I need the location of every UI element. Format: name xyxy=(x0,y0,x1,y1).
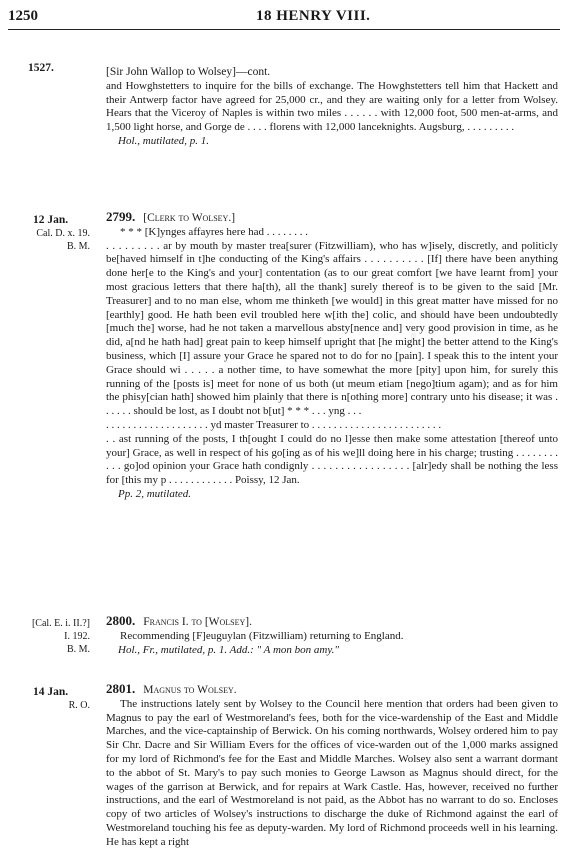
entry-2800-heading: Francis I. to [Wolsey]. xyxy=(143,616,253,628)
entry-2800 xyxy=(106,614,558,657)
entry-2799-note: Pp. 2, mutilated. xyxy=(118,487,192,500)
entry-2799 xyxy=(106,210,558,502)
entry-2799-ref: Cal. D. x. 19. xyxy=(36,228,90,239)
entry-2799-line-3: . . . . . . . . . . . . . . . . . . . yd master Treasurer to . . . . . . . . . . . . . . . . . . . . . . . . xyxy=(106,418,442,431)
page-number: 1250 xyxy=(8,8,38,24)
entry-2799-repo: B. M. xyxy=(66,241,90,252)
entry-2801-number: 2801. xyxy=(106,681,136,696)
cont-text: and Howghstetters to inquire for the bills of exchange. The Howghstetters tell him that Hackett and their Antwerp factor have agreed for 25,000 cr., and they are waiting only for a letter from Wolsey. Hears that the Viceroy of Naples is within two miles . . . . . . with 12,000 foot, 500 men-at-arms, and 1,500 light horse, and Gorge de . . . . florens with 12,000 lanceknights. Augsburg, . . . . . . . . . xyxy=(106,79,558,134)
entry-2800-text: Recommending [F]euguylan (Fitzwilliam) returning to England. xyxy=(120,629,404,642)
cont-note: Hol., mutilated, p. 1. xyxy=(118,134,210,147)
entry-2800-repo: B. M. xyxy=(66,644,90,655)
entry-2800-note: Hol., Fr., mutilated, p. 1. Add.: " A mon bon amy." xyxy=(118,643,339,656)
entry-2801-text: The instructions lately sent by Wolsey to the Council here mention that orders had been given to Magnus to pay the earl of Westmoreland's fees, both for the vice-wardenship of the East and Middle Marches, and the vice-captainship of Berwick. On his coming northwards, Wolsey ordered him to pay Sir Chr. Dacre and Sir William Evers for the offices of vice-warden out of the 1,000 marks assigned for my lord of Richmond's fee for the East and Middle Marches. Wolsey also sent a warrant dormant to the abbot of St. Mary's to pay such monies to George Lawson as Magnus should direct, for the wages of the garrison at Berwick, and for repairs at Wark Castle. Has, however, received no further instructions, and the earl of Westmoreland is not paid, as the Abbot has no warrant to do so. Encloses copy of two articles of Wolsey's instructions to discharge the duke of Richmond against the earl of Westmoreland touching his fee as deputy-warden. My lord of Richmond proceeds well in his learning. He has kept a right xyxy=(106,697,558,848)
entry-2799-date: 12 Jan. xyxy=(33,214,69,226)
running-title: 18 HENRY VIII. xyxy=(256,8,371,24)
header-rule xyxy=(8,29,560,30)
entry-2801-date: 14 Jan. xyxy=(33,686,69,698)
entry-2800-ref2: I. 192. xyxy=(64,631,90,642)
entry-2799-heading: [Clerk to Wolsey.] xyxy=(143,212,236,224)
entry-2800-number: 2800. xyxy=(106,613,136,628)
entry-2799-line-1: * * * [K]ynges affayres here had . . . . . . . . xyxy=(120,225,308,238)
cont-entry xyxy=(106,66,558,149)
entry-2799-line-2: . . . . . . . . . ar by mouth by master trea[surer (Fitzwilliam), who has w]isely, discretly, and politicly be[haved himself in t]he conducting of the King's affairs . . . . . . . . . . [If] there have been anything done her[e to the King's and your] contentation (as to our great comfort [we have learnt from] your most gracious letters that there ha[th), all the thank] surely thereof is to be given to the said [Mr. Treasurer] and to no man else, whom me thinketh [we would] in this great matter have missed for no [earthly] good. He hath been evil troubled here w[ith the] colic, and should have been undoubtedly [much the] worse, had he not taken a marvellous absty[nence and] very good provision in time, as he did, a[nd he hath had] great pain to keep himself upright that [he might] the better attend to the King's business, which [I] assure your Grace he spared not to do for no [pain]. I speak this to the intent your Grace should wi . . . . . a nother time, to have somewhat the more [pity] upon him, for surely this running of the [posts is] meet for none of us both (ut meum etiam [nego]tium agam); and as for him the phisy[cian hath] showed him plainly that there is n[othing more] contrary unto his disease; it was . . . . . . should be lost, as I doubt not b[ut] * * * . . . yng . . . xyxy=(106,239,558,418)
watermark: · · · · · · xyxy=(358,241,490,403)
entry-2801-heading: Magnus to Wolsey. xyxy=(143,684,237,696)
entry-2799-number: 2799. xyxy=(106,209,136,224)
entry-2801 xyxy=(106,682,558,850)
entry-2799-line-4: . . ast running of the posts, I th[ought I could do no l]esse then make some attestation [thereof unto your] Grace, as well in respect of his go[ing as of his we]ll doing here in his charge; trusting . . . . . . . . . . . go]od opinion your Grace hath condignly . . . . . . . . . . . . . . . . . [alr]edy shall be nothing the less for [this my p . . . . . . . . . . . . Poissy, 12 Jan. xyxy=(106,432,558,487)
cont-heading: [Sir John Wallop to Wolsey]—cont. xyxy=(106,66,271,78)
entry-2801-repo: R. O. xyxy=(68,700,90,711)
year-label: 1527. xyxy=(28,62,54,74)
entry-2800-ref: [Cal. E. i. II.?] xyxy=(31,618,90,629)
